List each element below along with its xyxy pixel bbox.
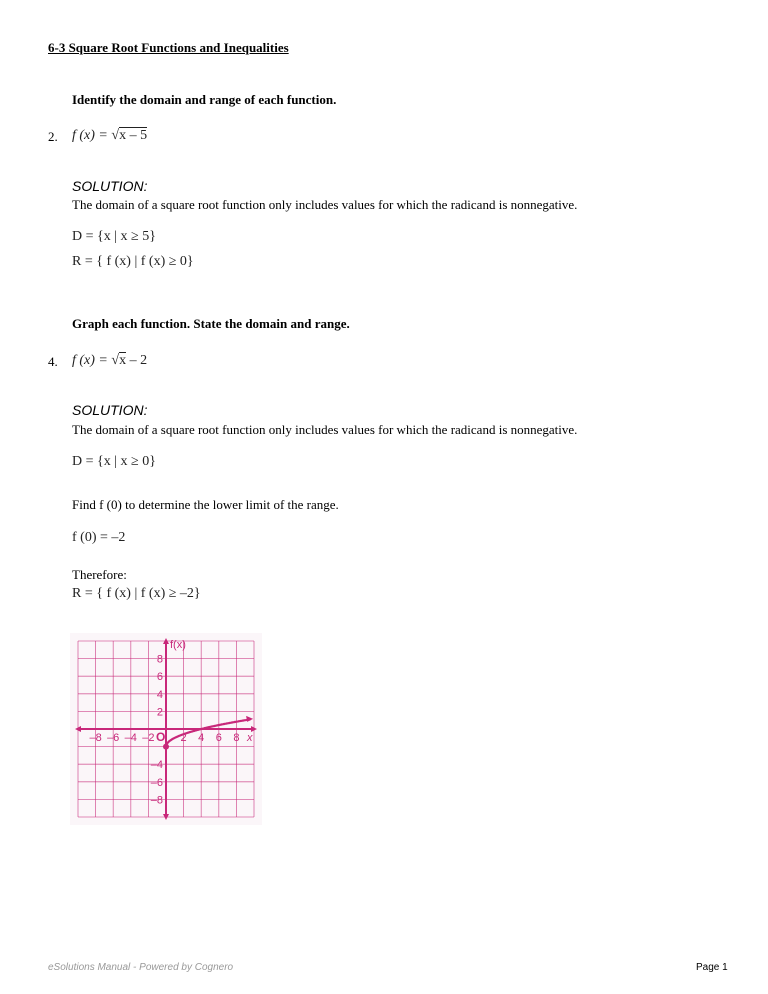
explanation: The domain of a square root function only includes values for which the radicand is nonnegative. (72, 422, 578, 437)
radicand: x – 5 (119, 128, 148, 143)
lhs: f (x) = (72, 353, 112, 368)
lhs: f (x) = (72, 128, 112, 143)
y-tick-label: –6 (150, 776, 163, 789)
page-title: 6-3 Square Root Functions and Inequalities (48, 40, 289, 55)
therefore: Therefore: (72, 567, 127, 582)
y-tick-label: 6 (156, 671, 163, 684)
x-tick-label: –4 (124, 732, 137, 744)
x-tick-label: –8 (89, 732, 102, 744)
domain: D = {x | x ≥ 5} (72, 229, 156, 244)
solution-label: SOLUTION: (72, 402, 148, 418)
x-tick-label: 6 (215, 732, 222, 744)
x-tick-label: –2 (142, 732, 155, 744)
problem-2-number: 2. (48, 129, 58, 144)
x-tick-label: 2 (180, 732, 187, 744)
y-axis-label: f(x) (170, 639, 186, 652)
y-tick-label: –8 (150, 794, 163, 807)
problem-4-number: 4. (48, 354, 58, 369)
y-tick-label: 8 (156, 653, 163, 666)
y-tick-label: –4 (150, 759, 163, 772)
instruction-2: Graph each function. State the domain and range. (72, 316, 350, 331)
y-tick-label: 2 (156, 706, 163, 719)
problem-2-equation: f (x) = √x – 5 (72, 128, 148, 143)
x-tick-label: 8 (233, 732, 240, 744)
x-tick-label: 4 (198, 732, 205, 744)
f0-value: f (0) = –2 (72, 530, 126, 545)
x-tick-label: –6 (107, 732, 120, 744)
range: R = { f (x) | f (x) ≥ 0} (72, 254, 194, 269)
domain: D = {x | x ≥ 0} (72, 454, 156, 469)
x-axis-label: x (246, 732, 253, 744)
y-tick-label: 4 (156, 688, 163, 701)
instruction-1: Identify the domain and range of each function. (72, 92, 337, 107)
solution-label: SOLUTION: (72, 178, 148, 194)
radicand: x (119, 353, 127, 368)
rhs: – 2 (126, 353, 148, 368)
origin-label: O (156, 730, 166, 744)
problem-4-equation: f (x) = √x – 2 (72, 353, 148, 368)
graph (70, 633, 262, 825)
find-text: Find f (0) to determine the lower limit of the range. (72, 497, 339, 512)
footer-left: eSolutions Manual - Powered by Cognero (48, 962, 234, 973)
explanation: The domain of a square root function only includes values for which the radicand is nonnegative. (72, 197, 578, 212)
page-number: Page 1 (696, 962, 728, 973)
range: R = { f (x) | f (x) ≥ –2} (72, 586, 201, 601)
start-point (163, 744, 169, 750)
